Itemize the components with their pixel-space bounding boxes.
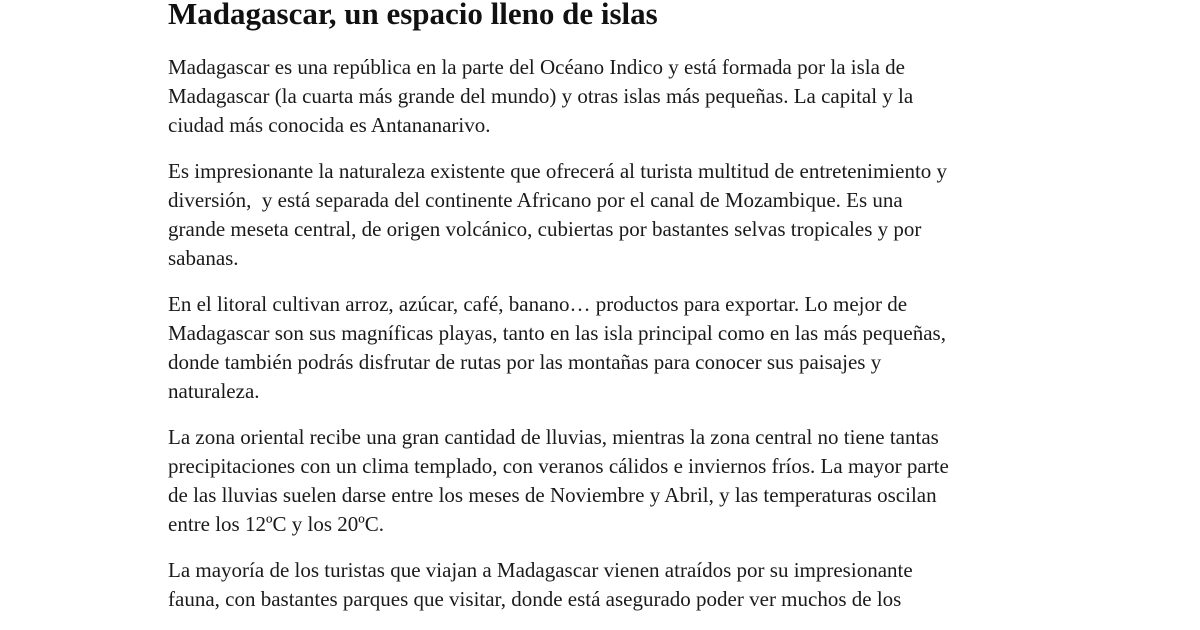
paragraph-line: de las lluvias suelen darse entre los meses de Noviembre y Abril, y las temperaturas oscilan	[168, 483, 937, 507]
paragraph	[168, 556, 1028, 614]
paragraph-line: Madagascar son sus magníficas playas, tanto en las isla principal como en las más pequeñas,	[168, 321, 946, 345]
paragraph-line: grande meseta central, de origen volcánico, cubiertas por bastantes selvas tropicales y por	[168, 217, 922, 241]
paragraph-line: sabanas.	[168, 246, 239, 270]
paragraph-line: En el litoral cultivan arroz, azúcar, café, banano… productos para exportar. Lo mejor de	[168, 292, 908, 316]
paragraph-line: donde también podrás disfrutar de rutas por las montañas para conocer sus paisajes y	[168, 350, 882, 374]
paragraph-line: precipitaciones con un clima templado, con veranos cálidos e inviernos fríos. La mayor parte	[168, 454, 949, 478]
paragraph-line: La zona oriental recibe una gran cantidad de lluvias, mientras la zona central no tiene tantas	[168, 425, 939, 449]
paragraph	[168, 53, 1028, 140]
paragraph-line: fauna, con bastantes parques que visitar, donde está asegurado poder ver muchos de los	[168, 587, 902, 611]
paragraph-line: La mayoría de los turistas que viajan a Madagascar vienen atraídos por su impresionante	[168, 558, 913, 582]
paragraph	[168, 290, 1028, 406]
paragraph	[168, 157, 1028, 273]
paragraph-line: entre los 12ºC y los 20ºC.	[168, 512, 385, 536]
paragraph-line: Madagascar es una república en la parte del Océano Indico y está formada por la isla de	[168, 55, 905, 79]
paragraph-line: Madagascar (la cuarta más grande del mundo) y otras islas más pequeñas. La capital y la	[168, 84, 914, 108]
paragraph	[168, 423, 1028, 539]
page-title: Madagascar, un espacio lleno de islas	[168, 0, 658, 31]
document-content	[168, 0, 1028, 630]
paragraph-line: ciudad más conocida es Antananarivo.	[168, 113, 491, 137]
paragraph-line: diversión, y está separada del continente Africano por el canal de Mozambique. Es una	[168, 188, 903, 212]
paragraph-line: Es impresionante la naturaleza existente que ofrecerá al turista multitud de entretenimiento y	[168, 159, 948, 183]
paragraph-line: naturaleza.	[168, 379, 260, 403]
